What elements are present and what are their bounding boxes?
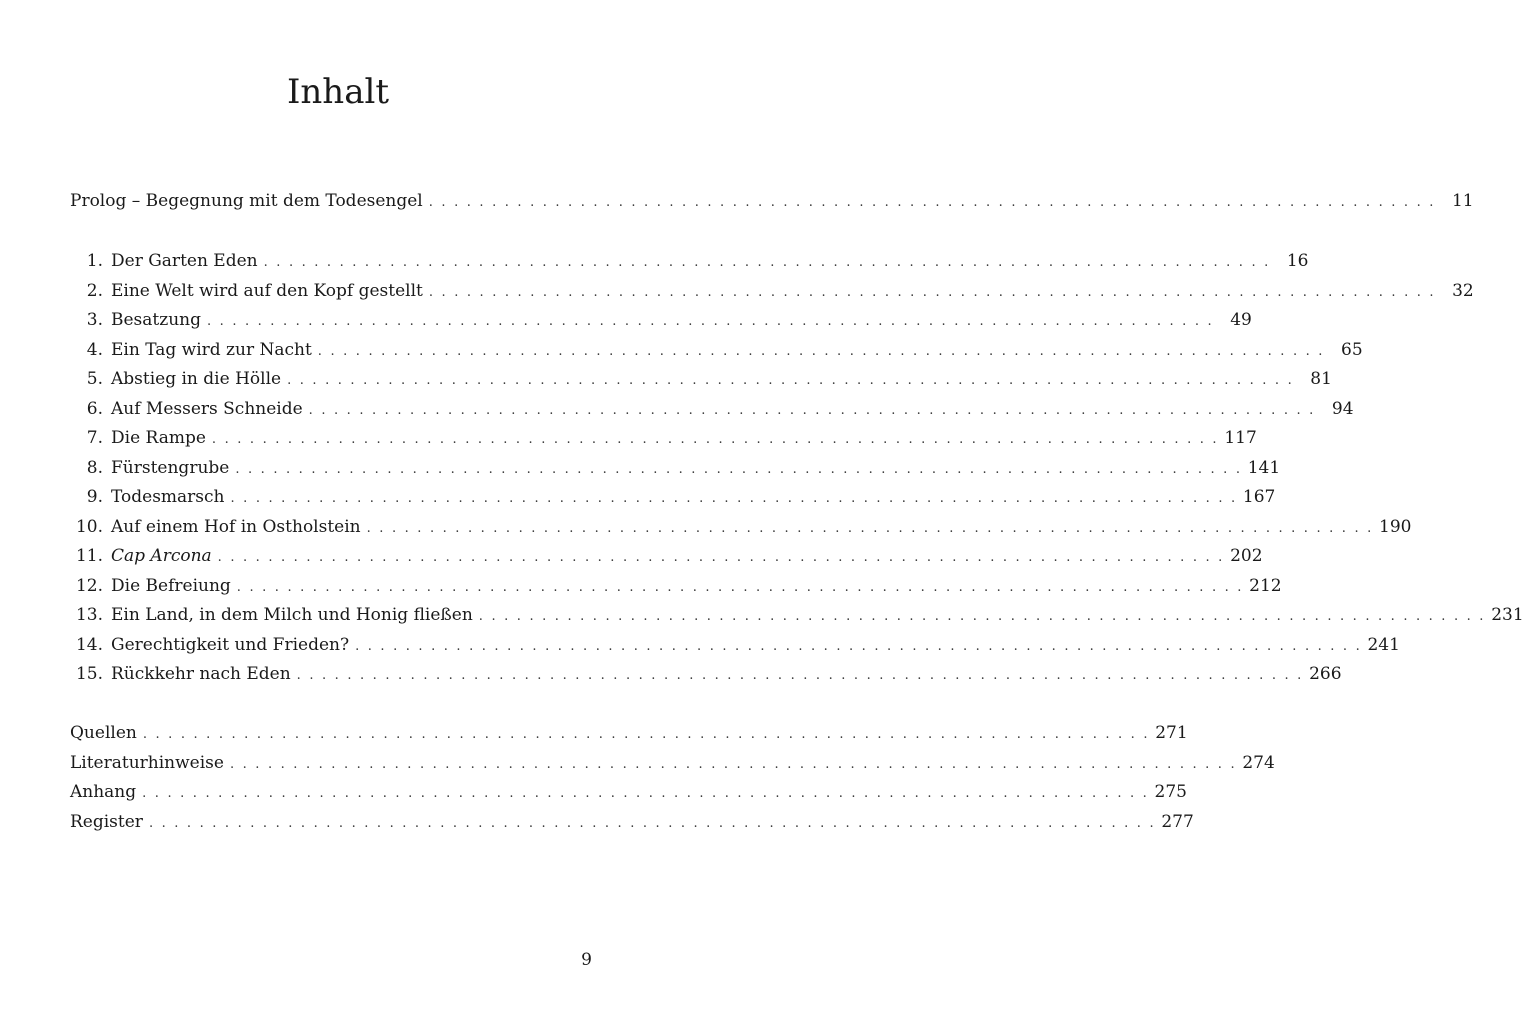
dot-leader: . . . . . . . . . . . . . . . . . . . . . . . . . . . . . . . . . . . . . . . . . . . . . . . . . . . . . . . . . . . . . . . . . . . . . . . . . . . . . . . . [211,432,1219,447]
chapter-number: 4. [86,339,103,360]
toc-entry-label: Prolog – Begegnung mit dem Todesengel [70,191,423,211]
dot-leader: . . . . . . . . . . . . . . . . . . . . . . . . . . . . . . . . . . . . . . . . . . . . . . . . . . . . . . . . . . . . . . . . . . . . . . . . . . . . . . . . [428,195,1436,210]
chapter-number: 3. [86,310,103,330]
toc-entry-label: Quellen [70,723,137,743]
toc-entry-page: 190 [1379,516,1412,537]
toc-entry-appendix [70,751,1275,775]
dot-leader: . . . . . . . . . . . . . . . . . . . . . . . . . . . . . . . . . . . . . . . . . . . . . . . . . . . . . . . . . . . . . . . . . . . . . . . . . . . . . . . . [142,786,1149,801]
toc-entry-chapter [70,662,1342,686]
dot-leader: . . . . . . . . . . . . . . . . . . . . . . . . . . . . . . . . . . . . . . . . . . . . . . . . . . . . . . . . . . . . . . . . . . . . . . . . . . . . . . . . [355,638,1362,654]
toc-entry-chapter [70,633,1400,657]
toc-entry-page: 32 [1452,280,1474,301]
chapter-number: 11. [75,546,103,566]
page-title: Inhalt [286,72,390,112]
toc-entry-label: Fürstengrube [111,457,230,478]
toc-entry-label: Die Rampe [111,428,206,448]
toc-entry-label: Auf Messers Schneide [111,398,303,419]
chapter-number: 7. [86,428,103,448]
toc-entry-label: Cap Arcona [111,546,212,566]
toc-entry-page: 241 [1367,634,1400,655]
dot-leader: . . . . . . . . . . . . . . . . . . . . . . . . . . . . . . . . . . . . . . . . . . . . . . . . . . . . . . . . . . . . . . . . . . . . . . . . . . . . . . . . [478,609,1486,624]
toc-entry-label: Der Garten Eden [111,251,258,271]
dot-leader: . . . . . . . . . . . . . . . . . . . . . . . . . . . . . . . . . . . . . . . . . . . . . . . . . . . . . . . . . . . . . . . . . . . . . . . . . . . . . . . . [308,402,1316,418]
toc-entry-appendix [70,721,1188,745]
toc-entry-page: 274 [1242,752,1275,773]
toc-entry-chapter [70,338,1363,362]
toc-entry-page: 212 [1249,575,1282,596]
chapter-number: 1. [86,251,103,271]
toc-entry-chapter [70,279,1474,303]
toc-entry-appendix [70,810,1194,834]
toc-entry-chapter [70,515,1412,539]
toc-entry-chapter [70,574,1282,598]
chapter-number: 8. [86,457,103,478]
toc-entry-chapter [70,544,1263,568]
toc-entry-page: 49 [1230,310,1252,330]
toc-entry-page: 277 [1161,811,1194,832]
chapter-number: 9. [86,487,103,507]
dot-leader: . . . . . . . . . . . . . . . . . . . . . . . . . . . . . . . . . . . . . . . . . . . . . . . . . . . . . . . . . . . . . . . . . . . . . . . . . . . . . . . . [366,520,1374,536]
toc-entry-prolog [70,189,1474,213]
chapter-number: 5. [86,369,103,389]
toc-entry-chapter [70,456,1281,480]
toc-entry-chapter [70,249,1309,273]
toc-entry-label: Ein Tag wird zur Nacht [111,339,312,360]
dot-leader: . . . . . . . . . . . . . . . . . . . . . . . . . . . . . . . . . . . . . . . . . . . . . . . . . . . . . . . . . . . . . . . . . . . . . . . . . . . . . . . . [230,491,1238,506]
dot-leader: . . . . . . . . . . . . . . . . . . . . . . . . . . . . . . . . . . . . . . . . . . . . . . . . . . . . . . . . . . . . . . . . . . . . . . . . . . . . . . . . [206,314,1214,329]
toc-entry-page: 271 [1155,723,1188,743]
dot-leader: . . . . . . . . . . . . . . . . . . . . . . . . . . . . . . . . . . . . . . . . . . . . . . . . . . . . . . . . . . . . . . . . . . . . . . . . . . . . . . . . [263,255,1271,270]
dot-leader: . . . . . . . . . . . . . . . . . . . . . . . . . . . . . . . . . . . . . . . . . . . . . . . . . . . . . . . . . . . . . . . . . . . . . . . . . . . . . . . . [236,579,1244,595]
toc-entry-label: Anhang [70,782,137,802]
dot-leader: . . . . . . . . . . . . . . . . . . . . . . . . . . . . . . . . . . . . . . . . . . . . . . . . . . . . . . . . . . . . . . . . . . . . . . . . . . . . . . . . [428,284,1436,300]
toc-entry-page: 65 [1341,339,1363,360]
toc-entry-chapter [70,426,1257,450]
toc-entry-page: 16 [1286,251,1309,271]
dot-leader: . . . . . . . . . . . . . . . . . . . . . . . . . . . . . . . . . . . . . . . . . . . . . . . . . . . . . . . . . . . . . . . . . . . . . . . . . . . . . . . . [229,756,1237,772]
toc-entry-chapter [70,308,1252,332]
toc-entry-label: Ein Land, in dem Milch und Honig fließen [111,605,473,625]
toc-entry-page: 202 [1230,546,1263,566]
toc-entry-page: 266 [1309,664,1342,684]
toc-entry-label: Abstieg in die Hölle [111,369,282,389]
chapter-number: 13. [75,605,103,625]
toc-entry-label: Literaturhinweise [70,752,224,773]
toc-entry-label: Rückkehr nach Eden [111,664,291,684]
dot-leader: . . . . . . . . . . . . . . . . . . . . . . . . . . . . . . . . . . . . . . . . . . . . . . . . . . . . . . . . . . . . . . . . . . . . . . . . . . . . . . . . [142,727,1150,742]
toc-entry-page: 117 [1224,428,1257,448]
dot-leader: . . . . . . . . . . . . . . . . . . . . . . . . . . . . . . . . . . . . . . . . . . . . . . . . . . . . . . . . . . . . . . . . . . . . . . . . . . . . . . . . [235,461,1243,477]
toc-entry-page: 275 [1154,782,1187,802]
chapter-number: 10. [75,516,103,537]
toc-entry-label: Eine Welt wird auf den Kopf gestellt [111,280,423,301]
toc-entry-page: 167 [1242,487,1276,507]
toc-entry-page: 141 [1247,457,1281,478]
toc-entry-label: Auf einem Hof in Ostholstein [111,516,361,537]
dot-leader: . . . . . . . . . . . . . . . . . . . . . . . . . . . . . . . . . . . . . . . . . . . . . . . . . . . . . . . . . . . . . . . . . . . . . . . . . . . . . . . . [287,373,1294,388]
toc-entry-label: Die Befreiung [111,575,231,596]
toc-entry-appendix [70,780,1187,804]
toc-entry-chapter [70,603,1524,627]
toc-entry-chapter [70,397,1354,421]
dot-leader: . . . . . . . . . . . . . . . . . . . . . . . . . . . . . . . . . . . . . . . . . . . . . . . . . . . . . . . . . . . . . . . . . . . . . . . . . . . . . . . . [296,668,1304,683]
dot-leader: . . . . . . . . . . . . . . . . . . . . . . . . . . . . . . . . . . . . . . . . . . . . . . . . . . . . . . . . . . . . . . . . . . . . . . . . . . . . . . . . [317,343,1325,359]
chapter-number: 12. [75,575,103,596]
toc-entry-label: Gerechtigkeit und Frieden? [111,634,350,655]
toc-entry-label: Besatzung [111,310,201,330]
dot-leader: . . . . . . . . . . . . . . . . . . . . . . . . . . . . . . . . . . . . . . . . . . . . . . . . . . . . . . . . . . . . . . . . . . . . . . . . . . . . . . . . [217,550,1225,565]
toc-entry-label: Todesmarsch [111,487,225,507]
chapter-number: 15. [75,664,103,684]
toc-entry-page: 81 [1310,369,1332,389]
toc-entry-page: 11 [1451,191,1474,211]
toc-entry-page: 94 [1331,398,1354,419]
dot-leader: . . . . . . . . . . . . . . . . . . . . . . . . . . . . . . . . . . . . . . . . . . . . . . . . . . . . . . . . . . . . . . . . . . . . . . . . . . . . . . . . [148,815,1156,831]
chapter-number: 14. [75,634,103,655]
toc-entry-page: 231 [1491,605,1524,625]
toc-entry-label: Register [70,811,143,832]
toc-entry-chapter [70,485,1276,509]
chapter-number: 6. [86,398,103,419]
page-number: 9 [581,950,592,970]
toc-entry-chapter [70,367,1332,391]
chapter-number: 2. [86,280,103,301]
